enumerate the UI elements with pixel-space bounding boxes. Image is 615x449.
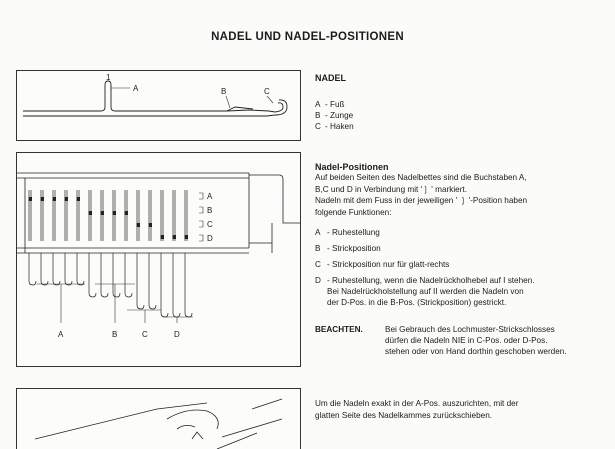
position-item-b [315, 243, 607, 254]
figure-label-a: A [133, 84, 139, 93]
figure-label-1: 1 [106, 73, 111, 82]
leader-line-c [267, 96, 273, 103]
position-key: B [315, 244, 321, 253]
needle-butt [185, 235, 189, 239]
needle-bed-illustration [17, 153, 300, 366]
needle-butt [53, 197, 57, 201]
needle [137, 190, 144, 309]
position-item-a [315, 227, 607, 238]
needle-comb-illustration [17, 389, 300, 449]
align-line: glatten Seite des Nadelkammes zurückschieben. [315, 410, 493, 420]
needle-butt [173, 235, 177, 239]
figure-label-b: B [221, 87, 227, 96]
nadel-part: A - Fuß [315, 100, 345, 109]
intro-line: B,C und D in Verbindung mit '❳ ' markiert. [315, 184, 467, 194]
side-label-a: A [207, 192, 213, 201]
needle [89, 190, 96, 297]
position-key: A [315, 228, 321, 237]
position-desc: - Ruhestellung [327, 228, 380, 237]
needle-butt [149, 223, 153, 227]
position-key: C [315, 260, 321, 269]
page-title: NADEL UND NADEL-POSITIONEN [211, 31, 404, 43]
position-item-d [315, 275, 610, 308]
needle-comb-figure [16, 388, 301, 449]
beachten-label: BEACHTEN. [315, 325, 363, 334]
align-text [315, 398, 607, 421]
needle-butt [65, 197, 69, 201]
position-label-b: B [112, 330, 118, 339]
align-line: Um die Nadeln exakt in der A-Pos. auszurichten, mit der [315, 399, 519, 408]
needle-butt [137, 223, 141, 227]
needle-figure [16, 70, 301, 141]
leader-line-b [226, 96, 230, 108]
needle [125, 190, 132, 297]
intro-line: Auf beiden Seiten des Nadelbettes sind die Buchstaben A, [315, 173, 527, 182]
needle-butt [113, 211, 117, 215]
needle-butt [161, 235, 165, 239]
needle [29, 190, 36, 285]
side-label-c: C [207, 220, 213, 229]
position-label-a: A [58, 330, 64, 339]
nadel-heading: NADEL [315, 73, 346, 83]
needle-butt [29, 197, 33, 201]
nadel-parts-list [315, 99, 515, 133]
intro-line: Nadeln mit dem Fuss in der jeweiligen ' ❳ '-Position haben [315, 196, 528, 206]
needle-butt [41, 197, 45, 201]
position-item-c [315, 259, 607, 270]
position-desc: Bei Nadelrückholstellung auf II werden die Nadeln von [327, 287, 524, 296]
nadel-part: C - Haken [315, 122, 354, 132]
side-label-b: B [207, 206, 213, 215]
nadel-part: B - Zunge [315, 111, 354, 121]
position-desc: - Strickposition nur für glatt-rechts [327, 260, 450, 269]
needle [101, 190, 108, 297]
needle-bed-figure [16, 152, 301, 367]
figure-label-c: C [264, 87, 270, 96]
position-desc: - Strickposition [327, 244, 381, 253]
intro-line: folgende Funktionen: [315, 207, 392, 217]
needle [41, 190, 48, 285]
needle [65, 190, 72, 285]
needle [185, 190, 192, 317]
beachten-line: stehen oder von Hand dorthin geschoben werden. [385, 347, 567, 356]
needle [77, 190, 84, 285]
position-label-d: D [174, 330, 180, 339]
needle-butt [101, 211, 105, 215]
needle-butt [89, 211, 93, 215]
needle-illustration [17, 71, 300, 140]
position-desc: der D-Pos. in die B-Pos. (Strickposition) gestrickt. [327, 298, 507, 307]
needle [161, 190, 168, 317]
position-label-c: C [142, 330, 148, 339]
side-label-d: D [207, 234, 213, 243]
needle-butt [77, 197, 81, 201]
position-key: D [315, 276, 321, 285]
beachten-line: dürfen die Nadeln NIE in C-Pos. oder D-Pos. [385, 336, 548, 345]
needle [53, 190, 60, 285]
positions-intro [315, 172, 607, 218]
position-desc: - Ruhestellung, wenn die Nadelrückholhebel auf I stehen. [327, 276, 535, 285]
beachten-note [315, 324, 610, 360]
beachten-line: Bei Gebrauch des Lochmuster-Strickschlosses [385, 325, 555, 334]
needle [113, 190, 120, 297]
needle-butt [125, 211, 129, 215]
positions-heading: Nadel-Positionen [315, 162, 389, 172]
needle [173, 190, 180, 317]
needle [149, 190, 156, 309]
